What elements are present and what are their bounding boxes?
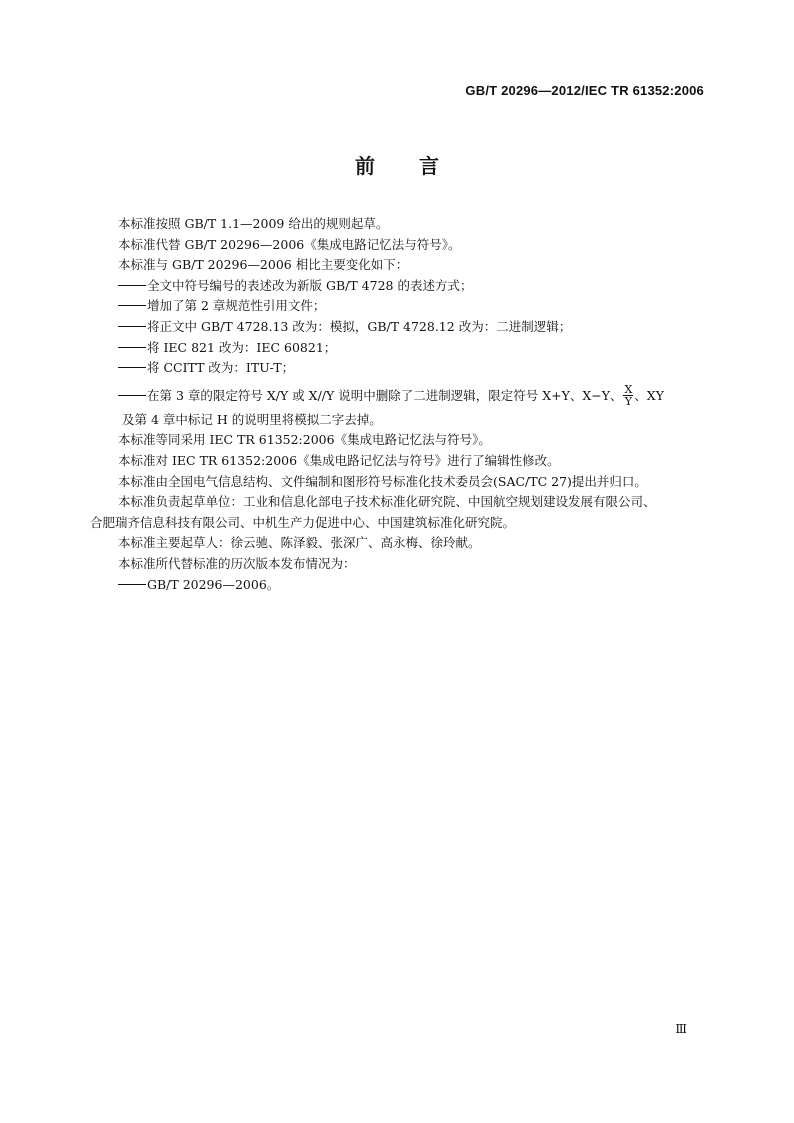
dash-icon xyxy=(118,584,146,585)
foreword-body xyxy=(90,214,710,595)
dash-icon xyxy=(118,285,146,286)
list-item: 将 CCITT 改为：ITU-T； xyxy=(90,358,710,379)
standard-code-header: GB/T 20296—2012/IEC TR 61352:2006 xyxy=(465,83,704,98)
paragraph-equivalence: 本标准等同采用 IEC TR 61352:2006《集成电路记忆法与符号》。 xyxy=(118,432,491,448)
fraction-symbol: $\frac{X}{Y}$ xyxy=(624,382,633,408)
paragraph-drafting-units: 本标准负责起草单位：工业和信息化部电子技术标准化研究院、中国航空规划建设发展有限公司、 xyxy=(118,494,656,510)
dash-icon xyxy=(118,367,146,368)
paragraph-drafting-units-continued: 合肥瑞齐信息科技有限公司、中机生产力促进中心、中国建筑标准化研究院。 xyxy=(90,514,516,530)
paragraph-changes-intro: 本标准与 GB/T 20296—2006 相比主要变化如下： xyxy=(118,257,409,273)
page-title: 前言 xyxy=(355,154,483,178)
dash-icon xyxy=(118,326,146,327)
list-item: 将正文中 GB/T 4728.13 改为：模拟，GB/T 4728.12 改为：二进制逻辑； xyxy=(90,317,710,338)
paragraph-history-intro: 本标准所代替标准的历次版本发布情况为： xyxy=(118,555,356,571)
paragraph-editorial-changes: 本标准对 IEC TR 61352:2006《集成电路记忆法与符号》进行了编辑性修改。 xyxy=(118,452,560,468)
page-number: Ⅲ xyxy=(675,1022,687,1036)
dash-icon xyxy=(118,347,146,348)
list-item-continuation: 及第 4 章中标记 H 的说明里将模拟二字去掉。 xyxy=(122,411,382,427)
paragraph-replaces: 本标准代替 GB/T 20296—2006《集成电路记忆法与符号》。 xyxy=(118,236,461,252)
paragraph-drafting-rules: 本标准按照 GB/T 1.1—2009 给出的规则起草。 xyxy=(118,216,389,231)
list-item: GB/T 20296—2006。 xyxy=(90,575,710,596)
paragraph-proposer: 本标准由全国电气信息结构、文件编制和图形符号标准化技术委员会(SAC/TC 27)提出并归口。 xyxy=(118,473,647,489)
list-item: 在第 3 章的限定符号 X/Y 或 X//Y 说明中删除了二进制逻辑，限定符号 X+Y、X−Y、 $\frac{X}{Y}$ 、XY xyxy=(90,379,710,410)
list-item: 全文中符号编号的表述改为新版 GB/T 4728 的表述方式； xyxy=(90,276,710,297)
list-item: 增加了第 2 章规范性引用文件； xyxy=(90,296,710,317)
dash-icon xyxy=(118,305,146,306)
list-item: 将 IEC 821 改为：IEC 60821； xyxy=(90,338,710,359)
paragraph-drafters: 本标准主要起草人：徐云驰、陈泽毅、张深广、高永梅、徐玲献。 xyxy=(118,535,481,551)
dash-icon xyxy=(118,395,146,396)
